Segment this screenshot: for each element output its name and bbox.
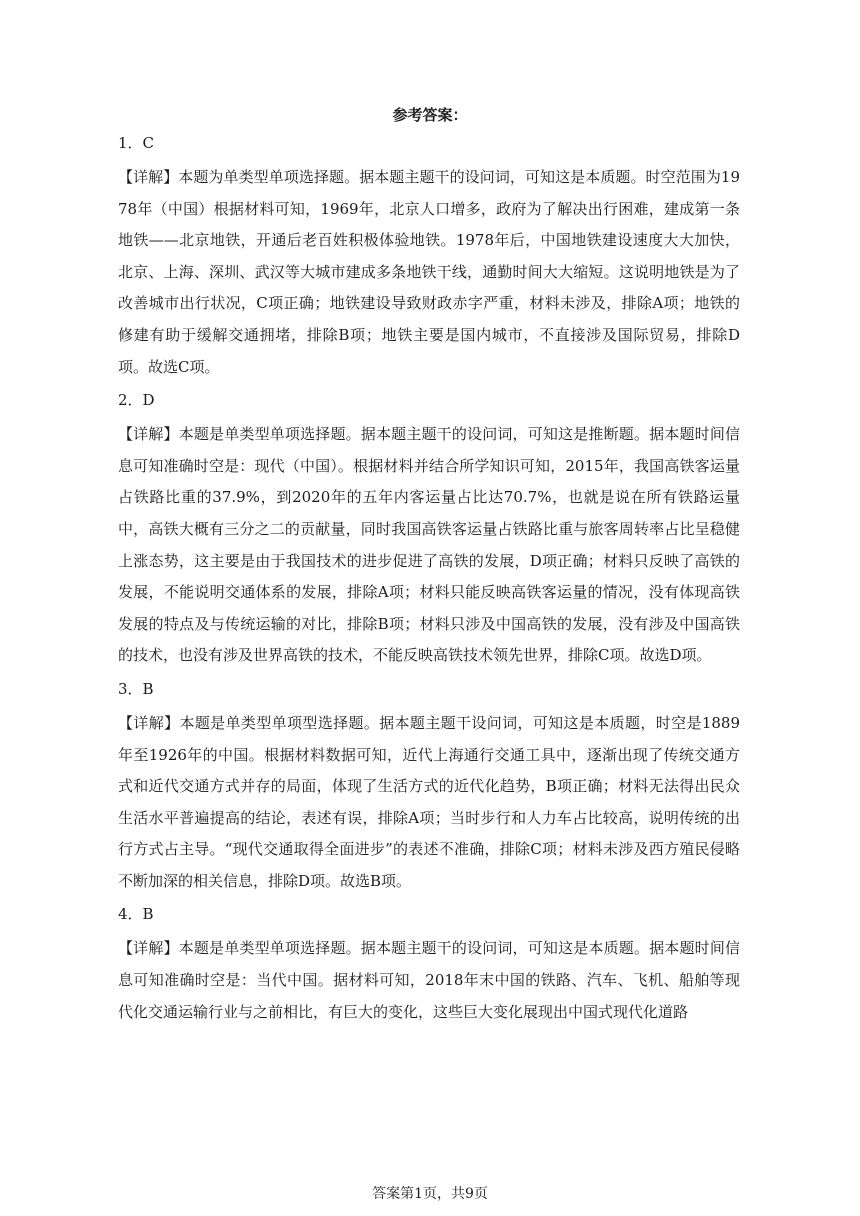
- answer-3-number: 3．B: [118, 679, 154, 698]
- answer-2-number: 2．D: [118, 391, 155, 410]
- answer-1-explanation: 【详解】本题为单类型单项选择题。据本题主题干的设问词，可知这是本质题。时空范围为1978年（中国）根据材料可知，1969年，北京人口增多，政府为了解决出行困难，建成第一条地铁——北京地铁，开通后老百姓积极体验地铁。1978年后，中国地铁建设速度大大加快，北京、上海、深圳、武汉等大城市建成多条地铁干线，通勤时间大大缩短。这说明地铁是为了改善城市出行状况，C项正确；地铁建设导致财政赤字严重，材料未涉及，排除A项；地铁的修建有助于缓解交通拥堵，排除B项；地铁主要是国内城市，不直接涉及国际贸易，排除D项。故选C项。: [118, 168, 740, 376]
- answer-3-explanation: 【详解】本题是单类型单项型选择题。据本题主题干设问词，可知这是本质题，时空是1889年至1926年的中国。根据材料数据可知，近代上海通行交通工具中，逐渐出现了传统交通方式和近代交通方式并存的局面，体现了生活方式的近代化趋势，B项正确；材料无法得出民众生活水平普遍提高的结论，表述有误，排除A项；当时步行和人力车占比较高，说明传统的出行方式占主导。“现代交通取得全面进步”的表述不准确，排除C项；材料未涉及西方殖民侵略不断加深的相关信息，排除D项。故选B项。: [118, 713, 740, 890]
- answer-4-explanation: 【详解】本题是单类型单项选择题。据本题主题干的设问词，可知这是本质题。据本题时间信息可知准确时空是：当代中国。据材料可知，2018年末中国的铁路、汽车、飞机、船舶等现代化交通运输行业与之前相比，有巨大的变化，这些巨大变化展现出中国式现代化道路: [118, 939, 740, 1021]
- answers-content: [118, 131, 740, 1033]
- answer-2-explanation: 【详解】本题是单类型单项选择题。据本题主题干的设问词，可知这是推断题。据本题时间信息可知准确时空是：现代（中国）。根据材料并结合所学知识可知，2015年，我国高铁客运量占铁路比重的37.9%，到2020年的五年内客运量占比达70.7%，也就是说在所有铁路运量中，高铁大概有三分之二的贡献量，同时我国高铁客运量占铁路比重与旅客周转率占比呈稳健上涨态势，这主要是由于我国技术的进步促进了高铁的发展，D项正确；材料只反映了高铁的发展，不能说明交通体系的发展，排除A项；材料只能反映高铁客运量的情况，没有体现高铁发展的特点及与传统运输的对比，排除B项；材料只涉及中国高铁的发展，没有涉及中国高铁的技术，也没有涉及世界高铁的技术，不能反映高铁技术领先世界，排除C项。故选D项。: [118, 425, 740, 665]
- page-footer: 答案第1页，共9页: [372, 1186, 488, 1202]
- answer-4-number: 4．B: [118, 905, 154, 924]
- answer-1-number: 1．C: [118, 134, 155, 152]
- page-title: 参考答案：: [392, 106, 468, 124]
